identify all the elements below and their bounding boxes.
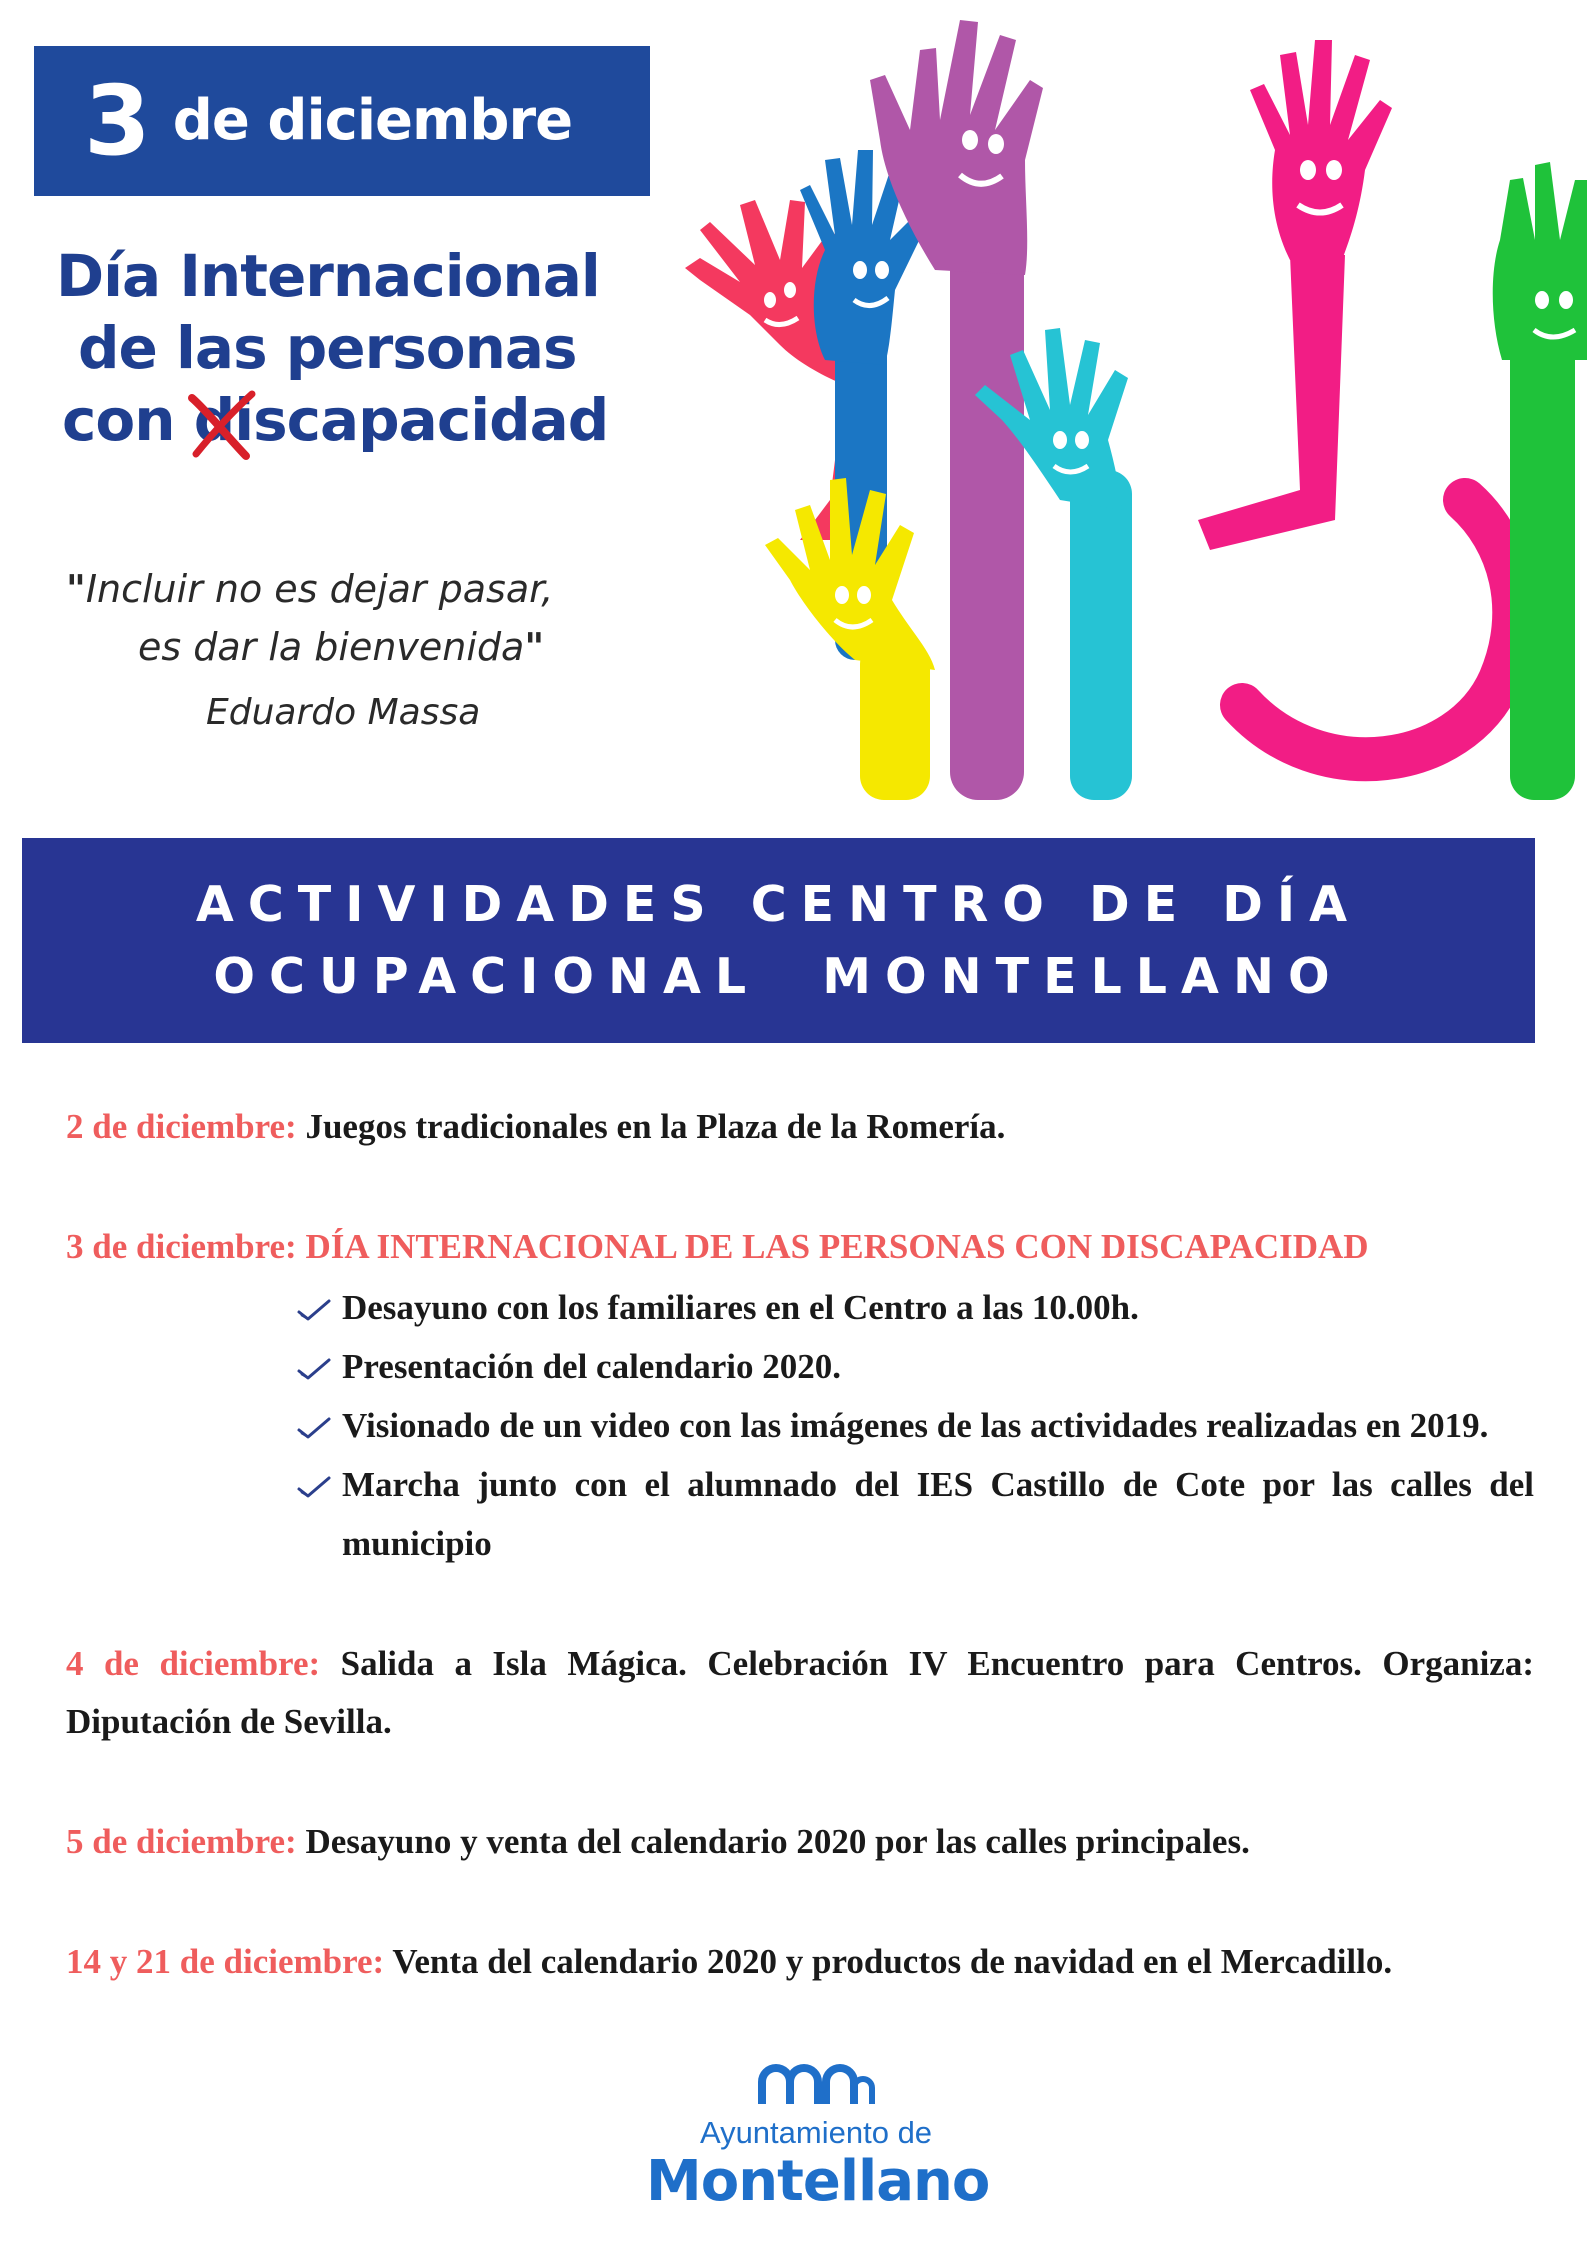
- banner-line-2: OCUPACIONAL MONTELLANO: [213, 947, 1344, 1005]
- activities-banner: [22, 838, 1535, 1043]
- quote-line-1: [66, 560, 626, 618]
- crossed-letters: [194, 384, 253, 456]
- date-number: 3: [84, 65, 151, 177]
- list-item-text: Presentación del calendario 2020.: [342, 1347, 842, 1386]
- entry-date: 14 y 21 de diciembre:: [66, 1942, 385, 1981]
- quote-line-2: [138, 618, 626, 676]
- entry-date: 5 de diciembre:: [66, 1822, 297, 1861]
- date-banner: [34, 46, 650, 196]
- entry-date: 2 de diciembre:: [66, 1107, 297, 1146]
- entry-text: DÍA INTERNACIONAL DE LAS PERSONAS CON DISCAPACIDAD: [296, 1227, 1369, 1266]
- title-line-3-suffix: scapacidad: [253, 386, 609, 454]
- pink-hand-icon: [1198, 40, 1514, 759]
- quote-text-2: es dar la bienvenida: [138, 625, 525, 669]
- check-icon: [296, 1416, 332, 1440]
- title-line-2: de las personas: [78, 314, 577, 382]
- montellano-logo-icon: [756, 2060, 876, 2106]
- crossed-letters-text: di: [193, 386, 254, 454]
- date-text: de diciembre: [172, 88, 573, 153]
- check-icon: [296, 1475, 332, 1499]
- schedule-entry-dec-3: [66, 1218, 1534, 1276]
- quote-author: Eduardo Massa: [206, 692, 481, 733]
- hero-section: [0, 0, 1587, 800]
- quote-open-mark: ": [66, 567, 86, 611]
- ayuntamiento-logo: [646, 2060, 990, 2214]
- list-item: [296, 1278, 1534, 1337]
- banner-line-1: ACTIVIDADES CENTRO DE DÍA: [195, 875, 1362, 933]
- entry-text: Juegos tradicionales en la Plaza de la Romería.: [296, 1107, 1006, 1146]
- list-item: [296, 1337, 1534, 1396]
- title-line-1: Día Internacional: [56, 242, 600, 310]
- quote-close-mark: ": [524, 625, 545, 669]
- title-line-3-prefix: con: [62, 386, 194, 454]
- list-item-text: Visionado de un video con las imágenes de las actividades realizadas en 2019.: [342, 1406, 1489, 1445]
- schedule-entry-dec-4: [66, 1635, 1534, 1751]
- schedule-entry-dec-2: [66, 1098, 1534, 1156]
- schedule-list: [66, 1098, 1534, 1991]
- logo-subtitle: Ayuntamiento de: [699, 2115, 933, 2150]
- list-item-text: Desayuno con los familiares en el Centro a las 10.00h.: [342, 1288, 1139, 1327]
- logo-title: Montellano: [646, 2149, 990, 2214]
- list-item: [296, 1455, 1534, 1573]
- title-line-3: [62, 384, 656, 456]
- check-icon: [296, 1357, 332, 1381]
- list-item: [296, 1396, 1534, 1455]
- schedule-entry-dec-14-21: [66, 1933, 1534, 1991]
- quote: [66, 560, 626, 733]
- quote-text-1: Incluir no es dejar pasar,: [85, 567, 554, 611]
- list-item-text: Marcha junto con el alumnado del IES Castillo de Cote por las calles del municipio: [342, 1465, 1534, 1563]
- entry-text: Desayuno y venta del calendario 2020 por las calles principales.: [296, 1822, 1250, 1861]
- entry-date: 4 de diciembre:: [66, 1644, 321, 1683]
- dec-3-activity-list: [296, 1278, 1534, 1573]
- check-icon: [296, 1298, 332, 1322]
- cross-out-icon: [186, 390, 258, 460]
- schedule-entry-dec-5: [66, 1813, 1534, 1871]
- entry-text: Venta del calendario 2020 y productos de navidad en el Mercadillo.: [384, 1942, 1393, 1981]
- raised-hands-illustration: [630, 0, 1587, 800]
- entry-text: Salida a Isla Mágica. Celebración IV Encuentro para Centros. Organiza: Diputación de Sevilla.: [66, 1644, 1534, 1741]
- event-title: [56, 240, 656, 456]
- entry-date: 3 de diciembre:: [66, 1227, 297, 1266]
